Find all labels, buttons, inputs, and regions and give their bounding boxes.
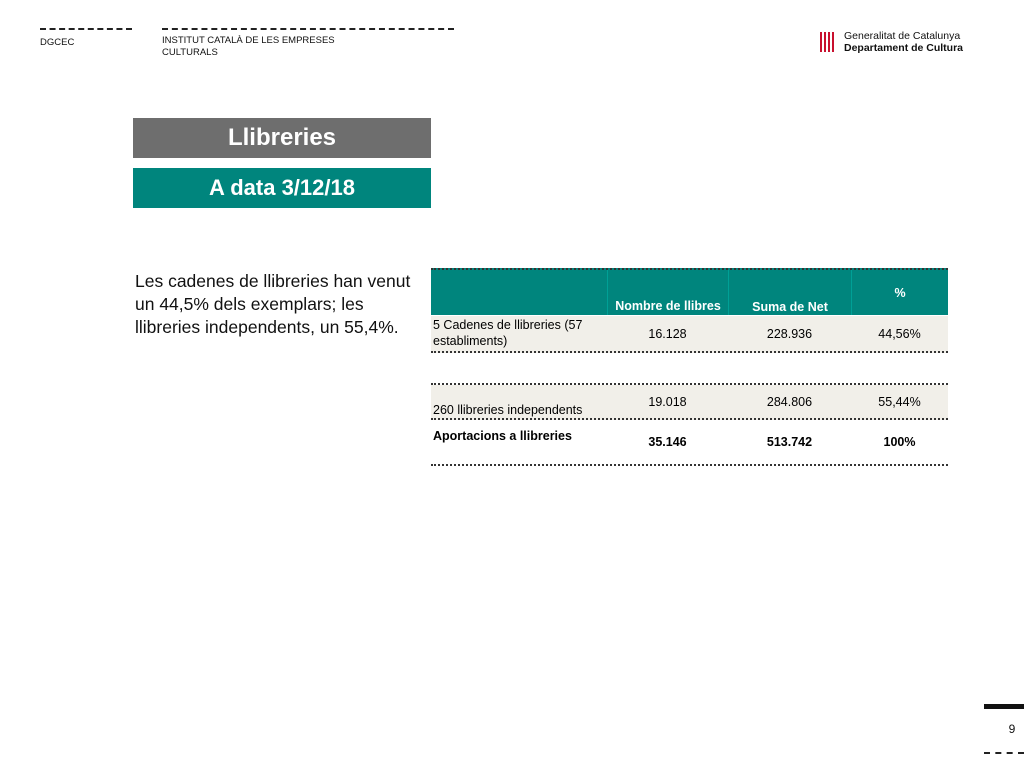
page-title: Llibreries (133, 118, 431, 158)
table-cell: 513.742 (766, 435, 813, 449)
page-number-bar (984, 704, 1024, 709)
table-header-cell: Suma de Net (728, 270, 851, 315)
table-header-cell: % (851, 270, 948, 315)
logo-text (844, 30, 963, 54)
header-center-line1: INSTITUT CATALÀ DE LES EMPRESES (162, 35, 335, 46)
table-cell: 55,44% (878, 394, 921, 409)
table-header-cell (431, 270, 607, 315)
table-row (431, 315, 948, 353)
catalan-flag-stripes-icon (820, 32, 838, 52)
table-cell: 100% (883, 435, 916, 449)
table-cell: 19.018 (648, 394, 687, 409)
header-left-label: DGCEC (40, 37, 75, 48)
table-cell: 16.128 (648, 326, 687, 341)
sales-table (431, 268, 948, 466)
page-subtitle: A data 3/12/18 (133, 168, 431, 208)
header-center-label (162, 35, 335, 59)
page-number: 9 (1008, 722, 1016, 736)
table-cell: 5 Cadenes de llibreries (57 establiments) (433, 318, 583, 348)
summary-paragraph: Les cadenes de llibreries han venut un 44,5% dels exemplars; les llibreries independents, un 55,4%. (135, 271, 411, 337)
table-header-cell: Nombre de llibres (607, 270, 728, 315)
table-cell: 44,56% (878, 326, 921, 341)
header-divider-left (40, 28, 132, 30)
generalitat-logo (820, 30, 963, 54)
table-cell: 284.806 (766, 394, 813, 409)
logo-line1: Generalitat de Catalunya (844, 30, 961, 42)
table-total-row (431, 420, 948, 466)
table-spacer (431, 353, 948, 385)
table-header-row (431, 268, 948, 315)
logo-line2: Departament de Cultura (844, 42, 964, 54)
header-center-line2: CULTURALS (162, 47, 218, 58)
footer-divider (984, 752, 1024, 754)
header-divider-center (162, 28, 454, 30)
table-cell: 260 llibreries independents (433, 403, 583, 417)
table-cell: Aportacions a llibreries (433, 429, 572, 443)
table-cell: 35.146 (648, 435, 687, 449)
table-cell: 228.936 (766, 326, 813, 341)
table-row (431, 385, 948, 420)
